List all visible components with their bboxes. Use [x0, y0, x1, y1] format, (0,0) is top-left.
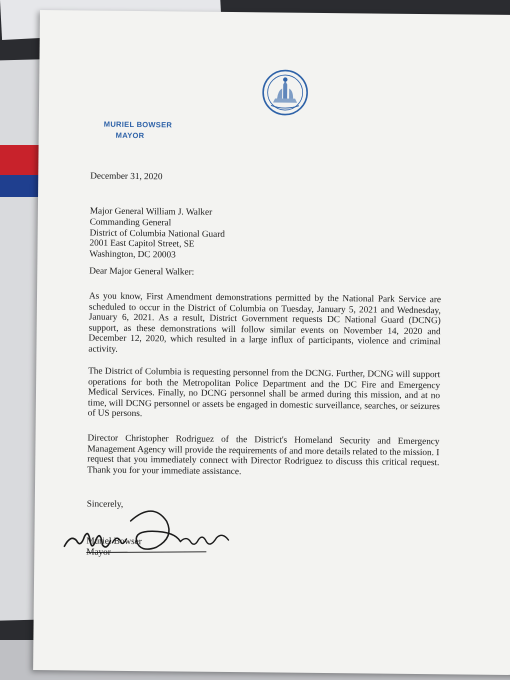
letterhead-sender	[104, 119, 173, 142]
closing: Sincerely,	[86, 498, 124, 509]
salutation: Dear Major General Walker:	[89, 265, 195, 277]
letter-date: December 31, 2020	[90, 170, 163, 182]
signer-block	[86, 536, 438, 562]
background-red-stripe	[0, 145, 40, 175]
recipient-line: 2001 East Capitol Street, SE	[89, 237, 195, 250]
recipient-line: Commanding General	[89, 216, 172, 228]
paragraph-2: The District of Columbia is requesting personnel from the DCNG. Further, DCNG will support operations for both the Metropolitan Police Department and the DC Fire and Emergency Medical Services. Finally, no DCNG personnel shall be armed during this mission, and at no time, will DCNG personnel or assets be engaged in domestic surveillance, searches, or seizures of US persons.	[87, 365, 441, 419]
recipient-line: Washington, DC 20003	[89, 248, 176, 260]
sender-title: MAYOR	[115, 130, 145, 141]
recipient-line: District of Columbia National Guard	[89, 227, 225, 239]
letter-page	[33, 10, 510, 675]
signature-icon	[56, 490, 237, 572]
recipient-line: Major General William J. Walker	[89, 205, 213, 217]
background-blue-stripe	[0, 175, 40, 197]
sender-name: MURIEL BOWSER	[103, 119, 173, 130]
recipient-address	[89, 206, 442, 264]
signer-name: Muriel Bowser	[86, 535, 142, 547]
paragraph-1: As you know, First Amendment demonstrations permitted by the National Park Service are scheduled to occur in the District of Columbia on Tuesday, January 5, 2021 and Wednesday, January 6, 2021. As a result, District Government requests DC National Guard (DCNG) support, as these demonstrations will follow similar events on November 14, 2020 and December 12, 2020, which resulted in a large influx of participants, violence and criminal activity.	[88, 290, 442, 354]
signer-title: Mayor	[86, 546, 111, 557]
paragraph-3: Director Christopher Rodriguez of the District's Homeland Security and Emergency Management Agency will provide the requirements of and more details related to the mission. I request that you immediately connect with Director Rodriguez to discuss this critical request. Thank you for your immediate assistance.	[87, 432, 440, 476]
dc-seal-icon	[261, 68, 310, 117]
